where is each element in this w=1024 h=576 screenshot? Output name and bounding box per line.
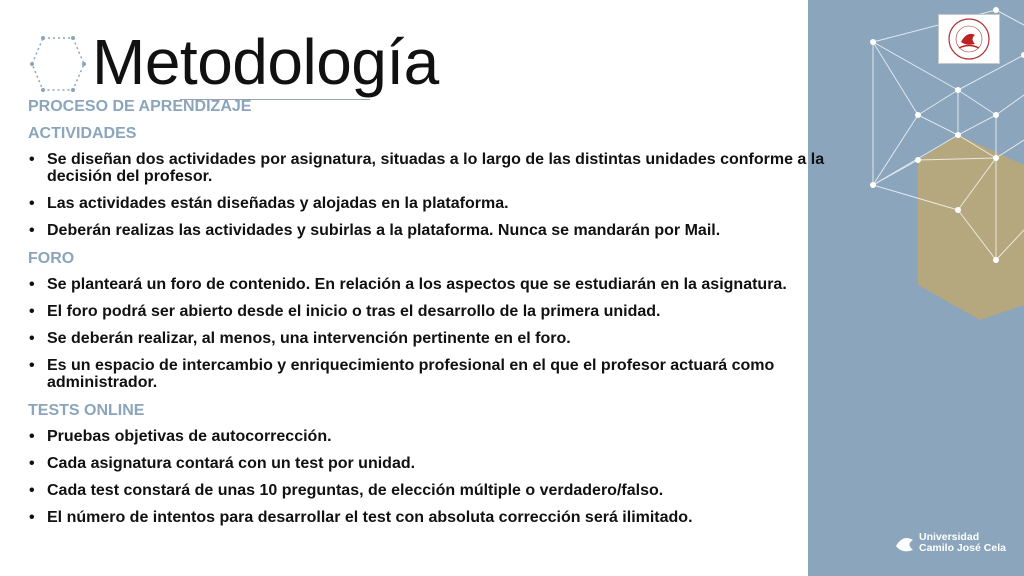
university-seal-logo bbox=[938, 14, 1000, 64]
section-heading: FORO bbox=[28, 250, 75, 267]
section-heading: PROCESO DE APRENDIZAJE bbox=[28, 98, 252, 115]
bullet-item: • Se deberán realizar, al menos, una intervención pertinente en el foro. bbox=[28, 330, 868, 347]
footer-brand-line2: Camilo José Cela bbox=[919, 542, 1006, 554]
bullet-item: • Es un espacio de intercambio y enriquecimiento profesional en el que el profesor actuará como administrador. bbox=[28, 357, 868, 391]
bullet-list bbox=[28, 428, 868, 526]
bullet-list bbox=[28, 151, 868, 239]
bullet-item: • Se diseñan dos actividades por asignatura, situadas a lo largo de las distintas unidades conforme a la decisión del profesor. bbox=[28, 151, 868, 185]
bullet-item: • Pruebas objetivas de autocorrección. bbox=[28, 428, 868, 445]
footer-brand-line1: Universidad bbox=[919, 531, 980, 543]
slide-content bbox=[28, 97, 868, 536]
bullet-item: • Cada test constará de unas 10 preguntas, de elección múltiple o verdadero/falso. bbox=[28, 482, 868, 499]
bullet-list bbox=[28, 276, 868, 391]
section-heading: TESTS ONLINE bbox=[28, 402, 145, 419]
bullet-item: • El número de intentos para desarrollar el test con absoluta corrección será ilimitado. bbox=[28, 509, 868, 526]
bullet-item: • Las actividades están diseñadas y alojadas en la plataforma. bbox=[28, 195, 868, 212]
section-heading: ACTIVIDADES bbox=[28, 125, 137, 142]
hexagon-dots-icon bbox=[28, 34, 88, 94]
bullet-item: • Deberán realizas las actividades y subirlas a la plataforma. Nunca se mandarán por Mail. bbox=[28, 222, 868, 239]
footer-brand bbox=[919, 532, 1006, 554]
bullet-item: • Se planteará un foro de contenido. En relación a los aspectos que se estudiarán en la asignatura. bbox=[28, 276, 868, 293]
bullet-item: • El foro podrá ser abierto desde el inicio o tras el desarrollo de la primera unidad. bbox=[28, 303, 868, 320]
bullet-item: • Cada asignatura contará con un test por unidad. bbox=[28, 455, 868, 472]
slide-title: Metodología bbox=[92, 26, 439, 98]
